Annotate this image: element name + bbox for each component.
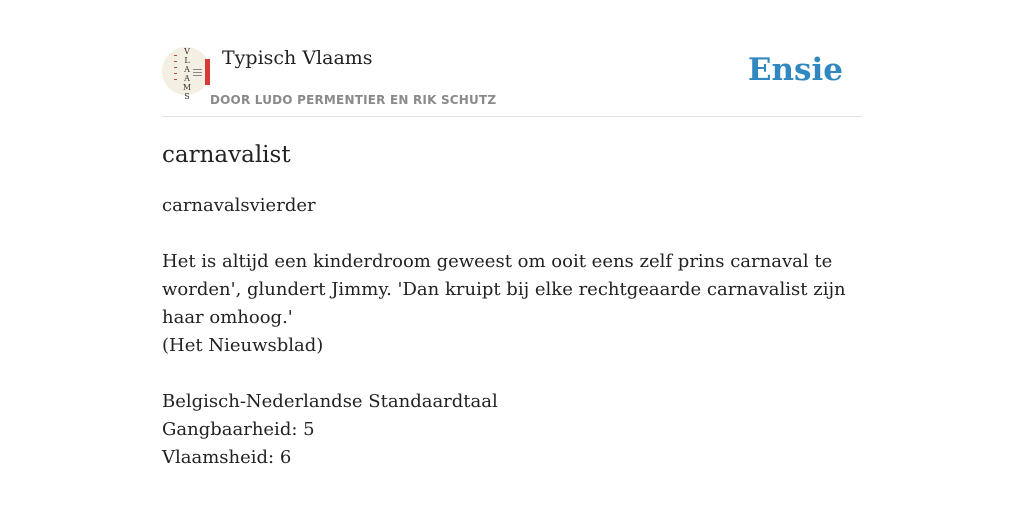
logo-letter: M [182,83,192,92]
logo-tick [174,79,177,80]
entry-meaning: carnavalsvierder [162,195,316,216]
logo-tick [174,73,177,74]
logo-letter: S [184,92,190,101]
site-title[interactable]: Typisch Vlaams [222,47,373,69]
site-logo[interactable] [162,47,210,101]
logo-letter: A [184,74,190,83]
byline: DOOR LUDO PERMENTIER EN RIK SCHUTZ [210,93,497,107]
logo-letter: V [184,47,190,56]
logo-tick [174,61,177,62]
entry-title: carnavalist [162,142,291,168]
logo-accent-bar [205,59,210,85]
logo-tick [174,55,177,56]
logo-lettering [181,47,193,101]
logo-lines [193,69,202,78]
page-content [162,0,862,512]
gangbaarheid-score: Gangbaarheid: 5 [162,419,315,440]
entry-quote: Het is altijd een kinderdroom geweest om ooit eens zelf prins carnaval te worden', glundert Jimmy. 'Dan kruipt bij elke rechtgeaarde carnavalist zijn haar omhoog.' [162,251,846,328]
brand-logo-link[interactable]: Ensie [747,52,843,88]
logo-letter: A [184,65,190,74]
site-header [162,46,862,117]
entry-category: Belgisch-Nederlandse Standaardtaal [162,391,498,412]
logo-tick [174,67,177,68]
quote-source: (Het Nieuwsblad) [162,335,324,356]
logo-letter: L [184,56,190,65]
vlaamsheid-score: Vlaamsheid: 6 [162,447,292,468]
